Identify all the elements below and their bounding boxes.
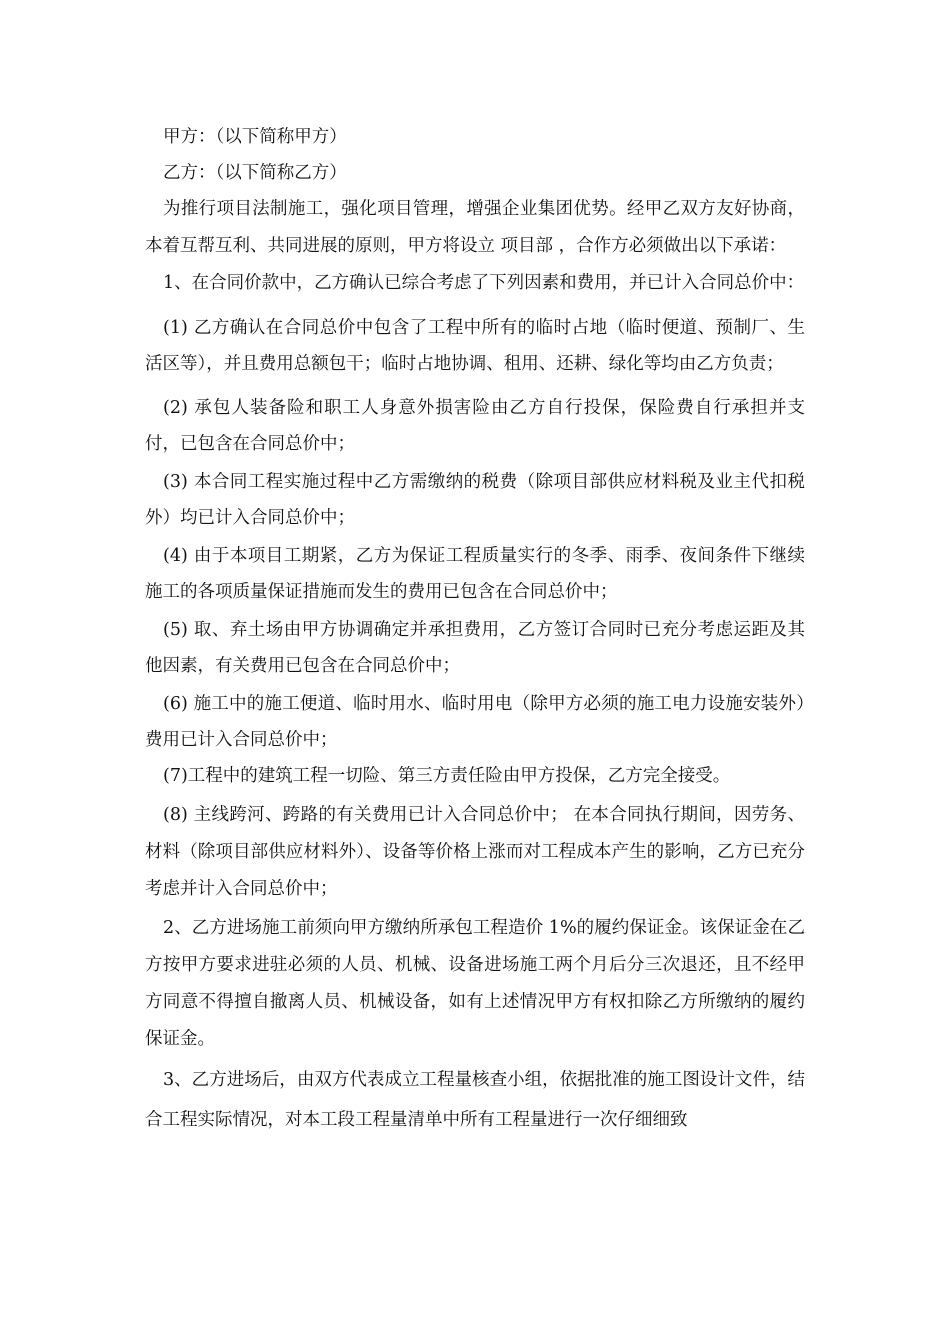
clause-1-item-3: (3) 本合同工程实施过程中乙方需缴纳的税费（除项目部供应材料税及业主代扣税外）均已计入合同总价中； — [145, 472, 805, 528]
clause-1: 1、在合同价款中，乙方确认已综合考虑了下列因素和费用，并已计入合同总价中： — [163, 273, 805, 293]
clause-1-item-8: (8) 主线跨河、跨路的有关费用已计入合同总价中； 在本合同执行期间，因劳务、材料（除项目部供应材料外）、设备等价格上涨而对工程成本产生的影响，乙方已充分考虑并计入合同总价中； — [145, 805, 805, 899]
clause-1-item-5: (5) 取、弃土场由甲方协调确定并承担费用，乙方签订合同时已充分考虑运距及其他因素，有关费用已包含在合同总价中； — [145, 620, 805, 676]
clause-2: 2、乙方进场施工前须向甲方缴纳所承包工程造价 1%的履约保证金。该保证金在乙方按甲方要求进驻必须的人员、机械、设备进场施工两个月后分三次退还，且不经甲方同意不得擅自撤离人员、机械设备，如有上述情况甲方有权扣除乙方所缴纳的履约保证金。 — [145, 918, 805, 1049]
preamble-paragraph: 为推行项目法制施工，强化项目管理，增强企业集团优势。经甲乙双方友好协商，本着互帮互利、共同进展的原则，甲方将设立 项目部 ，合作方必须做出以下承诺： — [145, 199, 805, 256]
clause-1-item-7: (7)工程中的建筑工程一切险、第三方责任险由甲方投保，乙方完全接受。 — [163, 766, 731, 786]
clause-1-item-1: (1) 乙方确认在合同总价中包含了工程中所有的临时占地（临时便道、预制厂、生活区等），并且费用总额包干；临时占地协调、租用、还耕、绿化等均由乙方负责； — [145, 318, 805, 374]
party-b-line: 乙方：（以下简称乙方） — [163, 163, 347, 183]
clause-3: 3、乙方进场后，由双方代表成立工程量核查小组，依据批准的施工图设计文件，结合工程实际情况，对本工段工程量清单中所有工程量进行一次仔细细致 — [145, 1070, 805, 1130]
clause-1-item-2: (2) 承包人装备险和职工人身意外损害险由乙方自行投保，保险费自行承担并支付，已包含在合同总价中； — [145, 398, 805, 454]
clause-1-item-6: (6) 施工中的施工便道、临时用水、临时用电（除甲方必须的施工电力设施安装外）费用已计入合同总价中； — [145, 694, 805, 750]
clause-1-item-4: (4) 由于本项目工期紧，乙方为保证工程质量实行的冬季、雨季、夜间条件下继续施工的各项质量保证措施而发生的费用已包含在合同总价中； — [145, 546, 805, 602]
party-a-line: 甲方：（以下简称甲方） — [163, 127, 347, 147]
document-body — [145, 119, 805, 1140]
